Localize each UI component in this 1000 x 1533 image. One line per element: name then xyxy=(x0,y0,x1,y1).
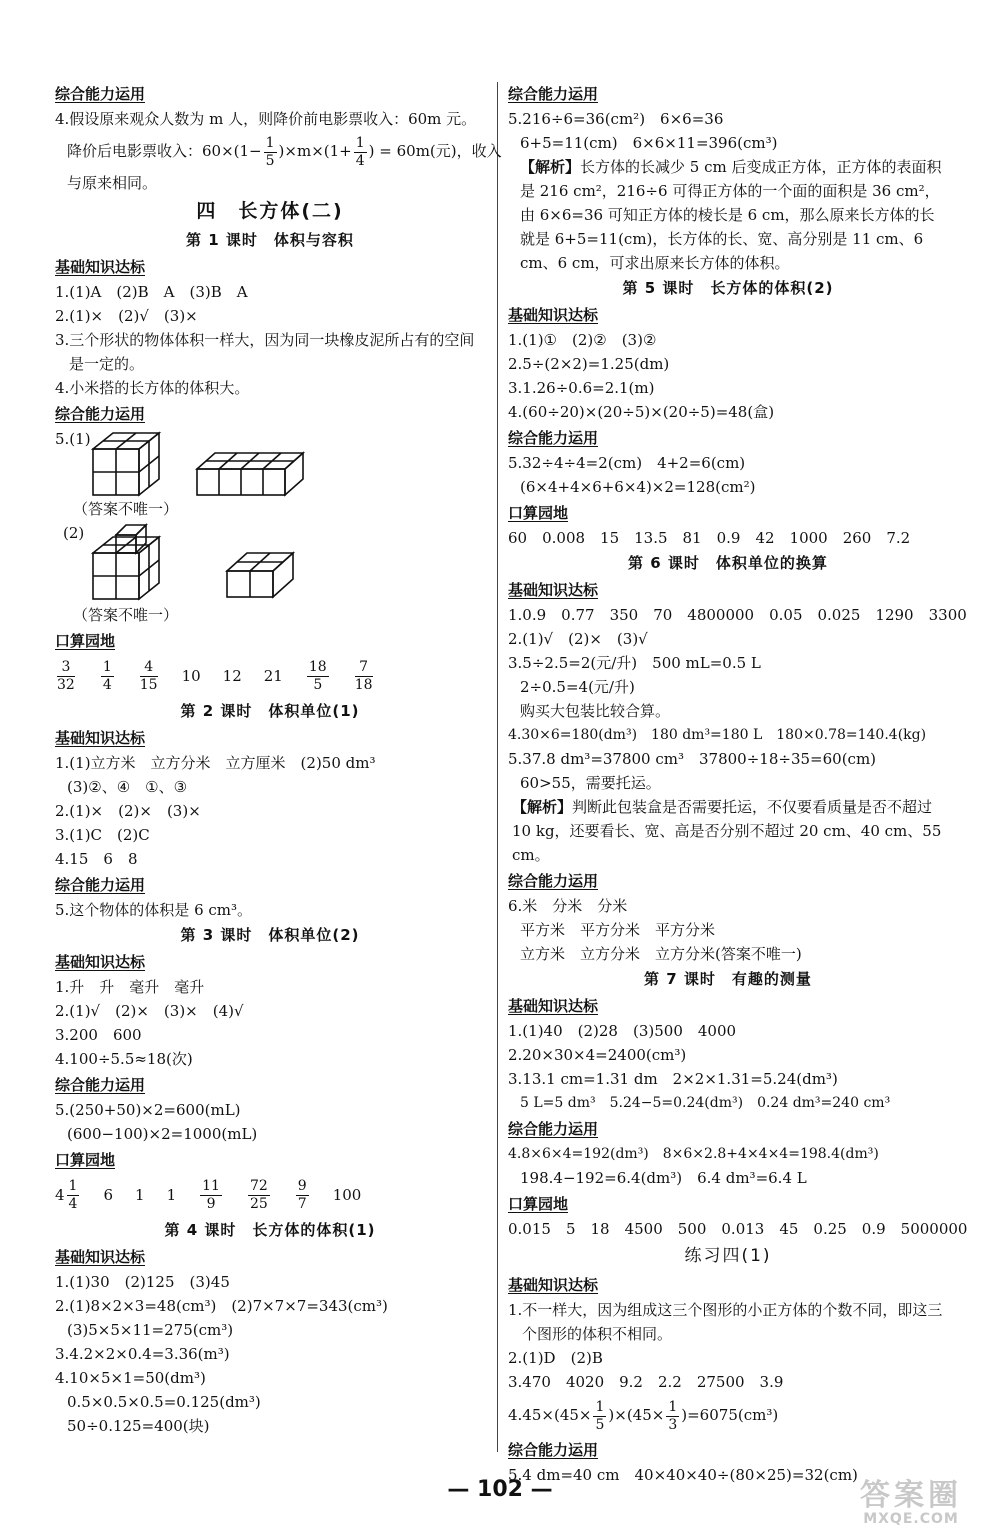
calc-value: 21 xyxy=(263,667,283,685)
answer-line: 6.米 分米 分米 xyxy=(508,897,628,915)
answer-line: 4.10×5×1=50(dm³) xyxy=(55,1369,206,1387)
section-heading: 综合能力运用 xyxy=(508,872,599,890)
mixed-number xyxy=(55,1173,81,1217)
fraction xyxy=(354,135,367,170)
calc-value: 10 xyxy=(181,667,201,685)
section-heading: 综合能力运用 xyxy=(55,876,146,894)
numerator: 18 xyxy=(308,658,327,675)
denominator: 25 xyxy=(249,1195,268,1212)
box-2x2x1-figure xyxy=(225,549,297,601)
numerator: 11 xyxy=(202,1177,220,1194)
text-part: 4.45×(45× xyxy=(508,1406,592,1424)
denominator: 3 xyxy=(668,1416,678,1433)
watermark-text: 答案圈 xyxy=(860,1478,962,1513)
section-heading: 口算园地 xyxy=(508,1195,569,1213)
answer-line: 3.13.1 cm=1.31 dm 2×2×1.31=5.24(dm³) xyxy=(508,1070,838,1088)
section-heading: 基础知识达标 xyxy=(508,306,599,324)
section-heading: 综合能力运用 xyxy=(508,429,599,447)
answer-line: 3.1.26÷0.6=2.1(m) xyxy=(508,379,655,397)
fraction xyxy=(248,1178,270,1213)
section-heading: 基础知识达标 xyxy=(55,729,146,747)
column-divider xyxy=(497,82,498,1452)
answer-line: 3.三个形状的物体体积一样大，因为同一块橡皮泥所占有的空间是一定的。 xyxy=(55,331,475,373)
lesson-title: 第 5 课时 长方体的体积(2) xyxy=(622,279,834,297)
answer-line: 1.不一样大，因为组成这三个图形的小正方体的个数不同，即这三个图形的体积不相同。 xyxy=(508,1301,943,1343)
answer-line: 4.15 6 8 xyxy=(55,850,138,868)
left-column xyxy=(55,80,502,1438)
answer-line: (600−100)×2=1000(mL) xyxy=(67,1125,258,1143)
answer-line: 4.30×6=180(dm³) 180 dm³=180 L 180×0.78=140.4(kg) xyxy=(508,727,927,743)
numerator: 4 xyxy=(140,659,158,677)
fraction xyxy=(264,135,277,170)
mental-math-row: 0.015 5 18 4500 500 0.013 45 0.25 0.9 5000000 xyxy=(508,1220,968,1238)
fraction xyxy=(101,659,114,694)
answer-line: 5.37.8 dm³=37800 cm³ 37800÷18÷35=60(cm) xyxy=(508,750,877,768)
section-heading: 综合能力运用 xyxy=(55,85,146,103)
answer-note: （答案不唯一） xyxy=(73,500,179,518)
answer-line: 2.(1)√ (2)× (3)√ xyxy=(508,630,648,648)
practice-title: 练习四(1) xyxy=(684,1246,772,1266)
denominator: 15 xyxy=(139,676,158,693)
text-part: ) = 60m(元)，收入 xyxy=(368,142,502,160)
answer-line: 5.4 dm=40 cm 40×40×40÷(80×25)=32(cm) xyxy=(508,1466,858,1484)
section-heading: 口算园地 xyxy=(508,504,569,522)
denominator: 18 xyxy=(354,676,373,693)
answer-line: 2.(1)8×2×3=48(cm³) (2)7×7×7=343(cm³) xyxy=(55,1297,388,1315)
answer-line: 4.100÷5.5≈18(次) xyxy=(55,1050,193,1068)
section-heading: 综合能力运用 xyxy=(508,1441,599,1459)
answer-line: 198.4−192=6.4(dm³) 6.4 dm³=6.4 L xyxy=(520,1169,807,1187)
section-heading: 基础知识达标 xyxy=(55,258,146,276)
answer-line: 3.200 600 xyxy=(55,1026,142,1044)
answer-line: 4.小米搭的长方体的体积大。 xyxy=(55,379,250,397)
answer-line: 5.(250+50)×2=600(mL) xyxy=(55,1101,241,1119)
lesson-title: 第 3 课时 体积单位(2) xyxy=(180,926,360,944)
section-heading: 口算园地 xyxy=(55,632,116,650)
answer-line: 2.(1)√ (2)× (3)× (4)√ xyxy=(55,1002,244,1020)
answer-line: 1.0.9 0.77 350 70 4800000 0.05 0.025 1290 3300 xyxy=(508,606,967,624)
calc-value: 6 xyxy=(103,1186,114,1204)
section-heading: 综合能力运用 xyxy=(508,1120,599,1138)
fraction xyxy=(355,659,373,694)
numerator: 1 xyxy=(355,134,365,151)
answer-line: 1.(1)A (2)B A (3)B A xyxy=(55,283,248,301)
fraction xyxy=(140,659,158,694)
mental-math-row xyxy=(55,654,485,698)
mental-math-row xyxy=(55,1173,485,1217)
answer-line: 购买大包装比较合算。 xyxy=(520,702,671,720)
numerator: 1 xyxy=(102,658,112,675)
answer-line: 6+5=11(cm) 6×6×11=396(cm³) xyxy=(520,134,778,152)
answer-line: (3)②、④ ①、③ xyxy=(67,778,188,796)
analysis-block xyxy=(508,155,948,275)
answer-note: （答案不唯一） xyxy=(73,606,179,624)
analysis-block xyxy=(508,795,948,867)
analysis-tag: 【解析】 xyxy=(512,798,573,816)
section-heading: 综合能力运用 xyxy=(508,85,599,103)
section-heading: 基础知识达标 xyxy=(55,953,146,971)
answer-line: 5.这个物体的体积是 6 cm³。 xyxy=(55,901,253,919)
answer-line: 4.(60÷20)×(20÷5)×(20÷5)=48(盒) xyxy=(508,403,775,421)
numerator: 72 xyxy=(249,1177,268,1194)
figure-row-2 xyxy=(55,521,485,603)
lesson-title: 第 7 课时 有趣的测量 xyxy=(644,970,812,988)
page-number: — 102 — xyxy=(447,1477,553,1502)
lesson-title: 第 6 课时 体积单位的换算 xyxy=(628,554,828,572)
section-heading: 综合能力运用 xyxy=(55,1076,146,1094)
section-heading: 基础知识达标 xyxy=(508,581,599,599)
denominator: 9 xyxy=(206,1195,216,1212)
denominator: 4 xyxy=(68,1195,78,1212)
fraction xyxy=(296,1178,309,1213)
analysis-text: 长方体的长减少 5 cm 后变成正方体，正方体的表面积是 216 cm²，216÷6 可得正方体的一个面的面积是 36 cm²，由 6×6=36 可知正方体的棱长是 6 cm，那么原来长方体的长就是 6+5=11(cm)，长方体的长、宽、高分别是 11 cm、6 cm、6 cm，可求出原来长方体的体积。 xyxy=(520,158,942,272)
section-heading: 口算园地 xyxy=(55,1151,116,1169)
answer-line: 2.20×30×4=2400(cm³) xyxy=(508,1046,687,1064)
answer-line: 3.(1)C (2)C xyxy=(55,826,150,844)
answer-line: 50÷0.125=400(块) xyxy=(67,1417,210,1435)
numerator: 1 xyxy=(668,1398,678,1415)
answer-line: (6×4+4×6+6×4)×2=128(cm²) xyxy=(520,478,756,496)
figure-row-1 xyxy=(55,427,485,497)
text-part: )×m×(1+ xyxy=(278,142,352,160)
answer-line: 5 L=5 dm³ 5.24−5=0.24(dm³) 0.24 dm³=240 cm³ xyxy=(520,1095,891,1111)
answer-line: 1.(1)30 (2)125 (3)45 xyxy=(55,1273,230,1291)
analysis-tag: 【解析】 xyxy=(520,158,581,176)
box-4x2x1-figure xyxy=(195,449,307,499)
lesson-title: 第 4 课时 长方体的体积(1) xyxy=(164,1221,376,1239)
answer-line: 2÷0.5=4(元/升) xyxy=(520,678,635,696)
numerator: 1 xyxy=(68,1177,78,1194)
answer-line: 5.(1) xyxy=(55,430,91,448)
section-heading: 基础知识达标 xyxy=(55,1248,146,1266)
calc-value: 12 xyxy=(222,667,242,685)
watermark-logo xyxy=(836,1480,986,1528)
answer-line-fraction xyxy=(55,131,502,171)
answer-line-fraction xyxy=(508,1394,948,1436)
cube-2x2x2-figure xyxy=(91,429,167,499)
fraction xyxy=(593,1399,606,1434)
mental-math-row: 60 0.008 15 13.5 81 0.9 42 1000 260 7.2 xyxy=(508,529,911,547)
answer-line: 1.(1)40 (2)28 (3)500 4000 xyxy=(508,1022,737,1040)
calc-value: 1 xyxy=(166,1186,177,1204)
fraction xyxy=(200,1178,222,1213)
denominator: 5 xyxy=(595,1416,605,1433)
right-column xyxy=(508,80,968,1487)
denominator: 7 xyxy=(297,1195,307,1212)
lesson-title: 第 2 课时 体积单位(1) xyxy=(180,702,360,720)
fraction xyxy=(307,659,329,694)
section-heading: 基础知识达标 xyxy=(508,997,599,1015)
calc-value: 100 xyxy=(332,1186,362,1204)
numerator: 7 xyxy=(355,659,373,677)
analysis-text: 判断此包装盒是否需要托运，不仅要看质量是否不超过 10 kg，还要看长、宽、高是否分别不超过 20 cm、40 cm、55 cm。 xyxy=(512,798,942,864)
answer-line: 1.(1)① (2)② (3)② xyxy=(508,331,657,349)
answer-line: 1.升 升 毫升 毫升 xyxy=(55,978,205,996)
denominator: 4 xyxy=(355,152,365,169)
text-part: 降价后电影票收入：60×(1− xyxy=(67,142,262,160)
section-heading: 基础知识达标 xyxy=(508,1276,599,1294)
unit-title: 四 长方体(二) xyxy=(196,200,344,222)
answer-line: 2.5÷(2×2)=1.25(dm) xyxy=(508,355,670,373)
answer-line: 2.(1)× (2)× (3)× xyxy=(55,802,201,820)
answer-line: 0.5×0.5×0.5=0.125(dm³) xyxy=(67,1393,261,1411)
denominator: 4 xyxy=(102,676,112,693)
answer-line: 60>55，需要托运。 xyxy=(520,774,661,792)
answer-line: 3.4.2×2×0.4=3.36(m³) xyxy=(55,1345,230,1363)
answer-line: 与原来相同。 xyxy=(67,174,158,192)
fraction xyxy=(666,1399,679,1434)
answer-line: 2.(1)× (2)√ (3)× xyxy=(55,307,198,325)
answer-line: (3)5×5×11=275(cm³) xyxy=(67,1321,234,1339)
answer-line: 5.216÷6=36(cm²) 6×6=36 xyxy=(508,110,724,128)
fraction xyxy=(67,1178,80,1213)
lesson-title: 第 1 课时 体积与容积 xyxy=(186,231,354,249)
numerator: 1 xyxy=(265,134,275,151)
answer-line: 5.32÷4÷4=2(cm) 4+2=6(cm) xyxy=(508,454,746,472)
answer-line: 平方米 平方分米 平方分米 xyxy=(520,921,716,939)
numerator: 3 xyxy=(57,659,75,677)
answer-line: 2.(1)D (2)B xyxy=(508,1349,603,1367)
answer-line: 3.5÷2.5=2(元/升) 500 mL=0.5 L xyxy=(508,654,761,672)
text-part: )=6075(cm³) xyxy=(681,1406,779,1424)
answer-line: 4.8×6×4=192(dm³) 8×6×2.8+4×4×4=198.4(dm³) xyxy=(508,1146,879,1162)
denominator: 5 xyxy=(265,152,275,169)
cube-stack-figure xyxy=(91,521,171,603)
answer-line: 立方米 立方分米 立方分米(答案不唯一) xyxy=(520,945,802,963)
text-part: )×(45× xyxy=(608,1406,665,1424)
whole-part: 4 xyxy=(55,1186,65,1204)
fraction xyxy=(57,659,75,694)
answer-line: 3.470 4020 9.2 2.2 27500 3.9 xyxy=(508,1373,784,1391)
numerator: 9 xyxy=(297,1177,307,1194)
calc-value: 1 xyxy=(135,1186,145,1204)
section-heading: 综合能力运用 xyxy=(55,405,146,423)
watermark-url: MXQE.COM xyxy=(863,1511,959,1527)
answer-line: 1.(1)立方米 立方分米 立方厘米 (2)50 dm³ xyxy=(55,754,376,772)
denominator: 32 xyxy=(57,676,75,693)
answer-line: (2) xyxy=(63,524,85,542)
numerator: 1 xyxy=(595,1398,605,1415)
answer-line: 4.假设原来观众人数为 m 人，则降价前电影票收入：60m 元。 xyxy=(55,110,477,128)
denominator: 5 xyxy=(313,676,323,693)
